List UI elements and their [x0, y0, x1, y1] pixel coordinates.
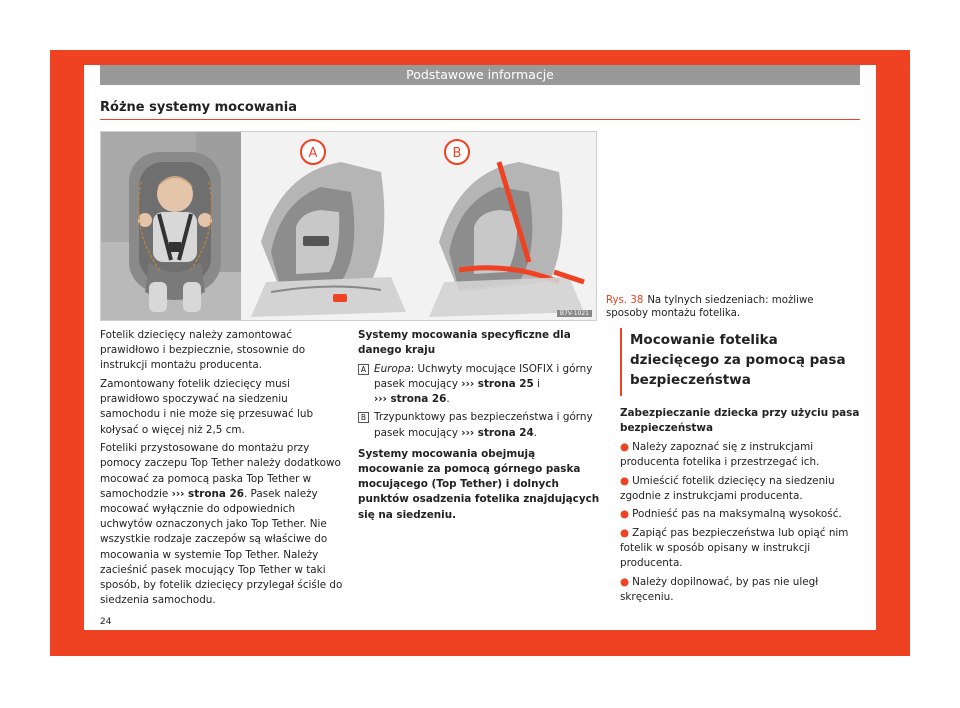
subhead-mounting-systems: Systemy mocowania obejmują mocowanie za pomocą górnego paska mocującego (Top Tether) i dolnych punktów osadzenia fotelika znajdujących się na siedzeniu.: [358, 447, 600, 521]
figure-label-b: B: [452, 146, 462, 161]
chapter-header: Podstawowe informacje: [100, 65, 860, 85]
caption-text: Na tylnych siedzeniach: możliwe sposoby montażu fotelika.: [606, 295, 814, 319]
column-1: [100, 328, 345, 612]
column-3: [620, 328, 860, 609]
list-item-a: A Europa: Uchwyty mocujące ISOFIX i górny pasek mocujący ››› strona 25 i ››› strona 26.: [358, 362, 603, 408]
item-marker-a: A: [358, 364, 369, 375]
diagram-isofix-seat: [241, 132, 419, 321]
list-item-b: B Trzypunktowy pas bezpieczeństwa i górny pasek mocujący ››› strona 24.: [358, 410, 603, 440]
photo-child-seat: [101, 132, 241, 321]
subhead-securing-child: Zabezpieczanie dziecka przy użyciu pasa bezpieczeństwa: [620, 407, 860, 435]
paragraph-install: Fotelik dziecięcy należy zamontować prawidłowo i bezpiecznie, stosownie do instrukcji montażu producenta.: [100, 329, 306, 372]
link-arrow: ›››: [171, 487, 185, 500]
bullet-item: ● Umieścić fotelik dziecięcy na siedzeniu zgodnie z instrukcjami producenta.: [620, 474, 835, 502]
column-2: [358, 328, 603, 526]
caption-number: Rys. 38: [606, 295, 644, 306]
page-link-24[interactable]: strona 24: [474, 426, 534, 439]
box-title-belt-mounting: Mocowanie fotelika dziecięcego za pomocą pasa bezpieczeństwa: [620, 328, 860, 396]
figure-caption: [606, 294, 856, 320]
page-link-26[interactable]: strona 26: [184, 487, 244, 500]
subhead-country-systems: Systemy mocowania specyficzne dla danego kraju: [358, 329, 571, 357]
bullet-item: ● Podnieść pas na maksymalną wysokość.: [620, 508, 842, 521]
bullet-item: ● Należy zapoznać się z instrukcjami producenta fotelika i przestrzegać ich.: [620, 440, 820, 468]
diagram-belt-seat: [419, 132, 597, 321]
item-marker-b: B: [358, 412, 369, 423]
figure-code: B7V-1021: [557, 310, 592, 317]
page-number: 24: [100, 617, 112, 627]
bullet-item: ● Zapiąć pas bezpieczeństwa lub opiąć nim fotelik w sposób opisany w instrukcji producenta.: [620, 526, 849, 570]
figure-label-a: A: [308, 146, 318, 161]
title-rule: [100, 119, 860, 120]
bullet-item: ● Należy dopilnować, by pas nie uległ skręceniu.: [620, 575, 819, 604]
page-link-26b[interactable]: strona 26: [386, 393, 447, 406]
paragraph-stability: Zamontowany fotelik dziecięcy musi prawidłowo spoczywać na siedzeniu samochodu i nie może się przesuwać lub kołysać o więcej niż 2,5 cm.: [100, 378, 314, 436]
figure-car-seats: [100, 131, 597, 321]
section-title: Różne systemy mocowania: [100, 100, 298, 115]
page-link-25[interactable]: strona 25: [474, 378, 534, 390]
paragraph-top-tether: Foteliki przystosowane do montażu przy pomocy zaczepu Top Tether należy dodatkowo mocować za pomocą paska Top Tether w samochodzie ››› strona 26. Pasek należy mocować wyłącznie do odpowiednich uchwytów oznaczonych jako Top Tether. Nie wszystkie rodzaje zaczepów są właściwe do mocowania w systemie Top Tether. Należy zacieśnić pasek mocujący Top Tether w taki sposób, by fotelik dziecięcy przylegał ściśle do siedzenia samochodu.: [100, 442, 343, 607]
